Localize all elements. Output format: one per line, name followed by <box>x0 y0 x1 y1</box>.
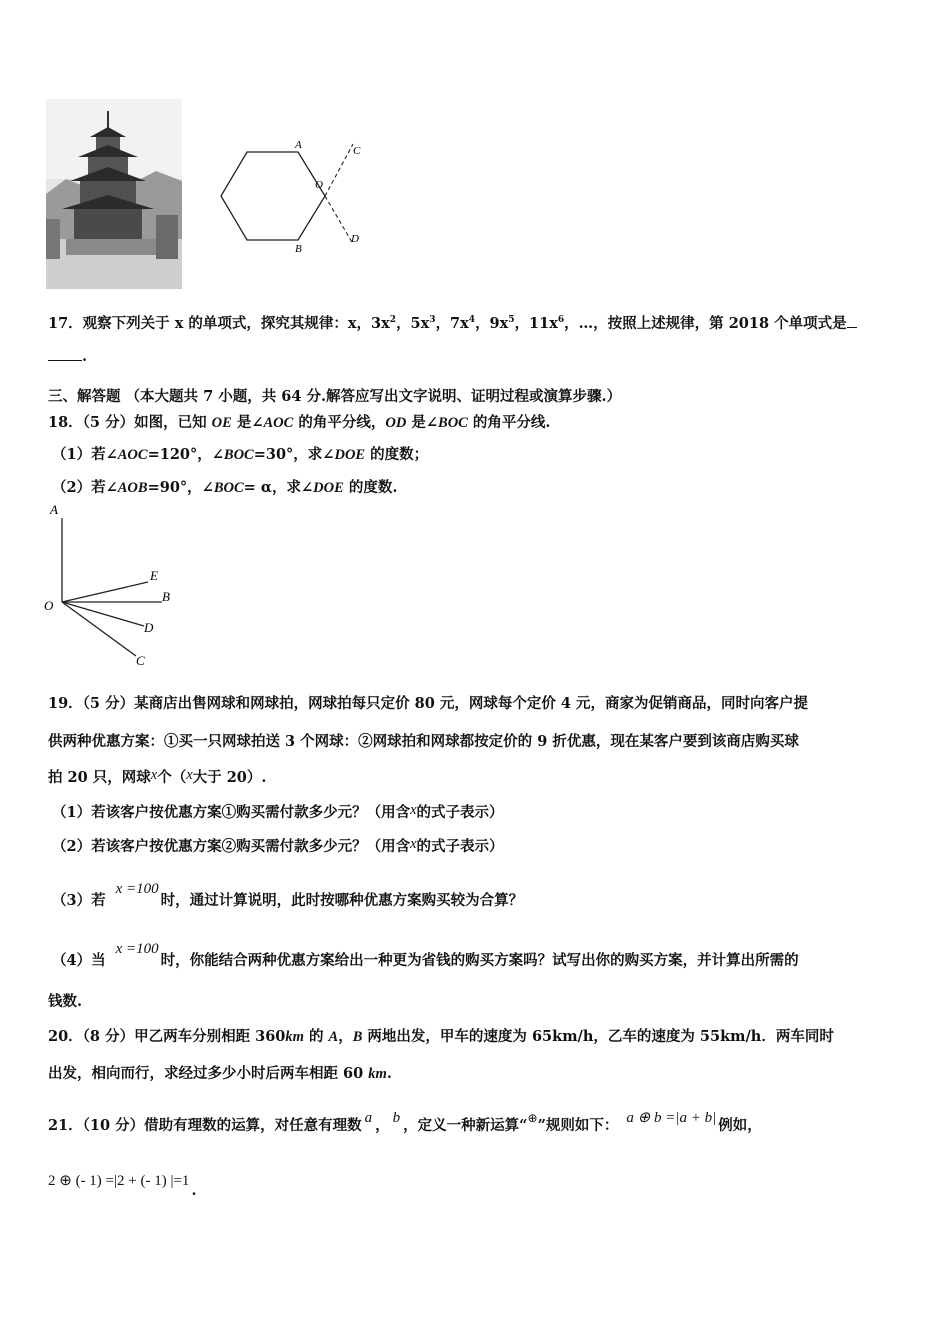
q21-a-text: 21．（10 分）借助有理数的运算，对任意有理数 <box>48 1117 362 1134</box>
answer-blank[interactable] <box>48 360 82 361</box>
q21-d-text: 例如， <box>718 1117 762 1134</box>
p1-doe: DOE <box>334 447 366 463</box>
exp-4: 4 <box>468 315 476 326</box>
hexagon-figure <box>215 130 375 255</box>
q17-line <box>48 312 857 333</box>
example-expression: 2 ⊕ (- 1) =|2 + (- 1) |=1 <box>48 1173 190 1189</box>
label-a: A <box>295 139 302 151</box>
q20-line2-a: 出发，相向而行，求经过多少小时后两车相距 60 <box>48 1065 369 1082</box>
q18-p2-d: 的度数. <box>343 479 398 496</box>
angle-figure <box>40 500 190 672</box>
exp-2: 2 <box>389 315 397 326</box>
boc: BOC <box>438 415 468 431</box>
q20-line1-c: ， <box>338 1028 353 1045</box>
q20-line1-d: 两地出发，甲车的速度为 65km/h，乙车的速度为 55km/h．两车同时 <box>362 1028 834 1045</box>
p2-aob: AOB <box>117 480 148 496</box>
label-b: B <box>162 589 170 604</box>
q21-line1 <box>48 1108 762 1135</box>
p2-boc: BOC <box>213 480 244 496</box>
q19-part3 <box>52 881 523 910</box>
q18-p1-d: 的度数； <box>365 446 429 463</box>
q17-answer-line <box>48 348 87 365</box>
q19-p2-a: （2）若该客户按优惠方案②购买需付款多少元？（用含 <box>52 838 411 855</box>
q20-line1 <box>48 1025 834 1046</box>
q19-part1 <box>52 801 504 822</box>
q17-term-9x: ，9x <box>475 315 509 332</box>
var-x: x <box>150 767 158 783</box>
exp-3: 3 <box>429 315 436 326</box>
q18-stem-e: 的角平分线. <box>467 414 551 431</box>
angle-diagram <box>40 500 190 672</box>
label-e: E <box>150 568 158 583</box>
exp-6: 6 <box>557 315 565 326</box>
q19-line3-c: 大于 20）. <box>192 769 267 786</box>
var-x: x <box>410 836 417 852</box>
var-b: b <box>392 1110 401 1126</box>
q19-line3-a: 拍 20 只，网球 <box>48 769 151 786</box>
point-b: B <box>352 1029 363 1045</box>
q18-p1-b: =120°，∠ <box>147 446 224 463</box>
point-a: A <box>328 1029 339 1045</box>
q17-text-b: ，…，按照上述规律，第 2018 个单项式是 <box>564 315 847 332</box>
q17-period: . <box>82 348 88 365</box>
q19-part4-cont: 钱数. <box>48 993 83 1010</box>
q19-line2: 供两种优惠方案：①买一只网球拍送 3 个网球：②网球拍和网球都按定价的 9 折优惠，现在某客户要到该商店购买球 <box>48 733 799 750</box>
q19-part2 <box>52 835 504 856</box>
var-a: a <box>364 1110 373 1126</box>
aoc: AOC <box>263 415 294 431</box>
var-x: x <box>186 767 193 783</box>
q19-p4-b: 时，你能结合两种优惠方案给出一种更为省钱的购买方案吗？试写出你的购买方案，并计算出所需的 <box>160 952 799 969</box>
label-d: D <box>144 620 154 635</box>
q18-p2-b: =90°，∠ <box>147 479 214 496</box>
q17-term-7x: ，7x <box>435 315 469 332</box>
q19-p2-b: 的式子表示） <box>416 838 504 855</box>
var-x: x <box>410 802 417 818</box>
q19-line1: 19．（5 分）某商店出售网球和网球拍，网球拍每只定价 80 元，网球每个定价 4 元，商家为促销商品，同时向客户提 <box>48 695 809 712</box>
oe: OE <box>211 415 232 431</box>
q18-p2-a: （2）若∠ <box>52 479 118 496</box>
label-o: O <box>315 179 323 191</box>
q21-period: . <box>191 1182 197 1199</box>
q17-term-5x: ，5x <box>396 315 430 332</box>
q18-stem-a: 18．（5 分）如图，已知 <box>48 414 212 431</box>
pagoda-illustration <box>46 99 182 289</box>
od: OD <box>385 415 407 431</box>
equation-x-100: x =100 <box>115 881 159 897</box>
label-c: C <box>136 653 145 668</box>
q20-line1-a: 20．（8 分）甲乙两车分别相距 360 <box>48 1028 286 1045</box>
q18-p2-c: = α，求∠ <box>243 479 314 496</box>
q18-stem-c: 的角平分线， <box>293 414 386 431</box>
label-b: B <box>295 243 302 255</box>
q18-stem <box>48 411 550 432</box>
q18-part2 <box>52 476 397 497</box>
equation-x-100: x =100 <box>115 941 159 957</box>
q20-line1-b: 的 <box>303 1028 329 1045</box>
unit-km: km <box>285 1029 304 1045</box>
q19-p3-a: （3）若 <box>52 892 106 909</box>
q21-c-text: ”规则如下： <box>537 1117 619 1134</box>
label-o: O <box>44 598 54 613</box>
label-a: A <box>50 502 58 517</box>
q18-p1-a: （1）若∠ <box>52 446 118 463</box>
q20-line2-b: . <box>386 1065 392 1082</box>
section-3-title: 三、解答题 （本大题共 7 小题，共 64 分.解答应写出文字说明、证明过程或演算步骤.） <box>48 388 622 405</box>
rule-expression: a ⊕ b =|a + b| <box>626 1110 717 1126</box>
q18-p1-c: =30°，求∠ <box>253 446 335 463</box>
p2-doe: DOE <box>313 480 344 496</box>
op-plus-circle: ⊕ <box>527 1111 538 1125</box>
q21-b-text: ，定义一种新运算“ <box>403 1117 528 1134</box>
p1-boc: BOC <box>223 447 254 463</box>
q18-part1 <box>52 443 428 464</box>
unit-km: km <box>368 1066 387 1082</box>
q19-p4-a: （4）当 <box>52 952 106 969</box>
q18-stem-d: 是∠ <box>406 414 439 431</box>
q19-p1-a: （1）若该客户按优惠方案①购买需付款多少元？（用含 <box>52 804 411 821</box>
q17-text: 17．观察下列关于 x 的单项式，探究其规律：x，3x <box>48 315 390 332</box>
hexagon-diagram <box>215 130 375 255</box>
q19-p1-b: 的式子表示） <box>416 804 504 821</box>
label-d: D <box>351 233 359 245</box>
q17-term-11x: ，11x <box>514 315 558 332</box>
q19-line3-b: 个（ <box>157 769 187 786</box>
q21-example <box>48 1170 197 1199</box>
p1-aoc: AOC <box>117 447 148 463</box>
q19-part4 <box>52 941 799 970</box>
label-c: C <box>353 145 361 157</box>
q19-line3 <box>48 766 266 787</box>
exp-5: 5 <box>508 315 515 326</box>
q19-p3-b: 时，通过计算说明，此时按哪种优惠方案购买较为合算？ <box>160 892 524 909</box>
q18-stem-b: 是∠ <box>231 414 264 431</box>
pagoda-photo <box>46 99 182 289</box>
q21-comma: ， <box>375 1117 390 1134</box>
q20-line2 <box>48 1062 392 1083</box>
